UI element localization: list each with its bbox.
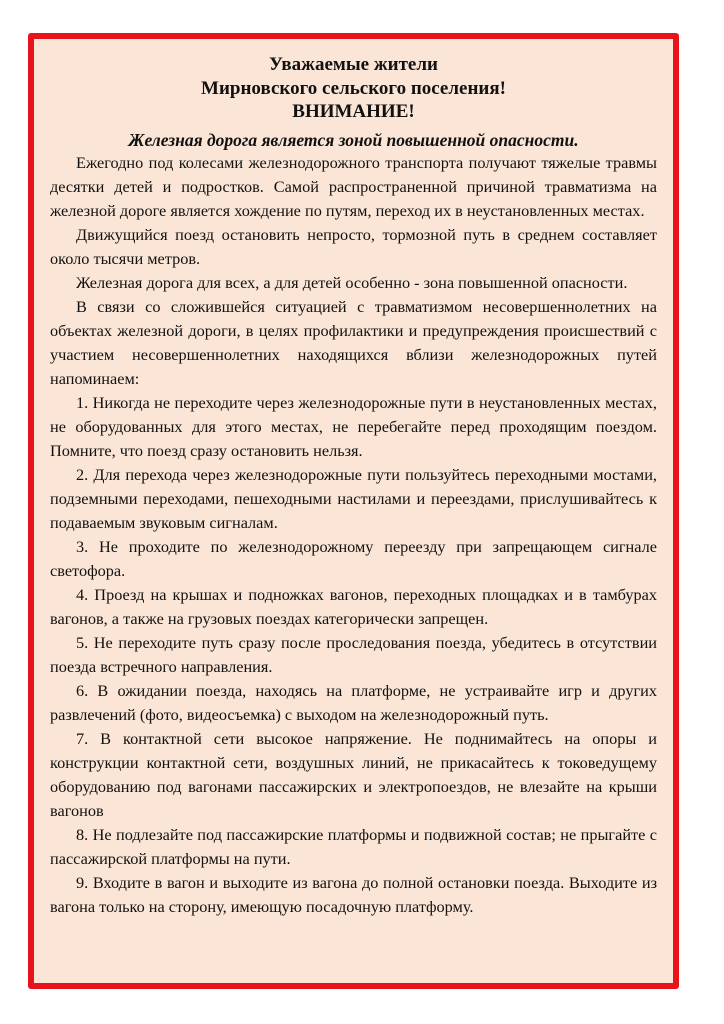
safety-rule: 7. В контактной сети высокое напряжение. Не поднимайтесь на опоры и конструкции контактной сети, воздушных линий, не прикасайтесь к токоведущему оборудованию под вагонами пассажирских и электропоездов, не влезайте на крыши вагонов <box>50 728 657 820</box>
heading-greeting: Уважаемые жители <box>269 54 438 75</box>
notice-subtitle: Железная дорога является зоной повышенной опасности. <box>128 129 579 150</box>
notice-poster <box>28 33 679 989</box>
safety-rule: 8. Не подлезайте под пассажирские платформы и подвижной состав; не прыгайте с пассажирской платформы на пути. <box>50 824 657 868</box>
intro-paragraph: Ежегодно под колесами железнодорожного транспорта получают тяжелые травмы десятки детей и подростков. Самой распространенной причиной травматизма на железной дороге является хождение по путям, переход их в неустановленных местах. <box>50 152 657 220</box>
safety-rule: 9. Входите в вагон и выходите из вагона до полной остановки поезда. Выходите из вагона только на сторону, имеющую посадочную платформу. <box>50 872 657 916</box>
heading-attention: ВНИМАНИЕ! <box>292 101 415 122</box>
intro-paragraph: Железная дорога для всех, а для детей особенно - зона повышенной опасности. <box>76 272 628 292</box>
safety-rule: 2. Для перехода через железнодорожные пути пользуйтесь переходными мостами, подземными переходами, пешеходными настилами и переездами, прислушивайтесь к подаваемым звуковым сигналам. <box>50 464 657 532</box>
notice-heading <box>50 53 657 124</box>
heading-settlement: Мирновского сельского поселения! <box>201 77 506 99</box>
intro-paragraph: Движущийся поезд остановить непросто, тормозной путь в среднем составляет около тысячи метров. <box>50 224 657 268</box>
safety-rule: 4. Проезд на крышах и подножках вагонов, переходных площадках и в тамбурах вагонов, а также на грузовых поездах категорически запрещен. <box>50 584 657 628</box>
notice-body <box>50 151 657 919</box>
intro-paragraph: В связи со сложившейся ситуацией с травматизмом несовершеннолетних на объектах железной дороги, в целях профилактики и предупреждения происшествий с участием несовершеннолетних находящихся вблизи железнодорожных путей напоминаем: <box>50 296 657 388</box>
safety-rule: 5. Не переходите путь сразу после проследования поезда, убедитесь в отсутствии поезда встречного направления. <box>50 632 657 676</box>
safety-rule: 3. Не проходите по железнодорожному переезду при запрещающем сигнале светофора. <box>50 536 657 580</box>
safety-rule: 6. В ожидании поезда, находясь на платформе, не устраивайте игр и других развлечений (фото, видеосъемка) с выходом на железнодорожный путь. <box>50 680 657 724</box>
safety-rule: 1. Никогда не переходите через железнодорожные пути в неустановленных местах, не оборудованных для этого местах, не перебегайте перед проходящим поездом. Помните, что поезд сразу остановить нельзя. <box>50 392 657 460</box>
